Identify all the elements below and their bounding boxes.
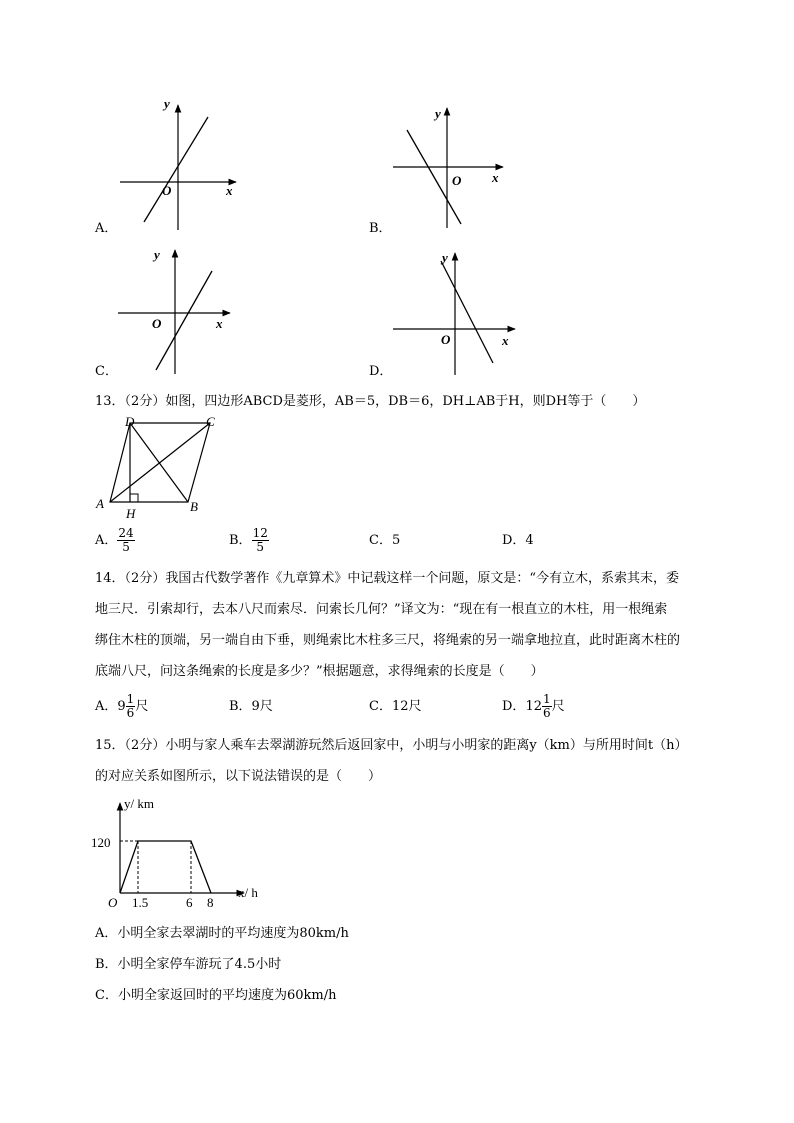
option-13-b: B． $\frac{12}{5}$ xyxy=(229,526,268,554)
option-14-a: A．9 $\frac{1}{6}$ 尺 xyxy=(95,692,149,720)
question-score: （2分） xyxy=(124,394,166,409)
vertex-label-C: C xyxy=(206,414,215,429)
graph-option-b xyxy=(385,100,525,240)
question-14-line-1: 14．（2分）我国古代数学著作《九章算术》中记载这样一个问题，原文是：“今有立木，系索其末，委 xyxy=(95,571,679,586)
vertex-label-D: D xyxy=(125,414,135,429)
option-c-label: C． xyxy=(95,364,118,379)
question-number: 15． xyxy=(95,738,125,753)
question-14-line-4: 底端八尺，问这条绳索的长度是多少？”根据题意，求得绳索的长度是（ ） xyxy=(95,664,544,679)
question-15-line-2: 的对应关系如图所示，以下说法错误的是（ ） xyxy=(95,769,382,784)
origin-label: O xyxy=(152,316,162,331)
origin-label: O xyxy=(162,183,172,198)
axis-label-y: y xyxy=(442,250,448,265)
option-15-b: B．小明全家停车游玩了4.5小时 xyxy=(95,957,282,972)
graph-option-a xyxy=(110,95,250,235)
axis-label-x: x xyxy=(502,333,509,348)
graph-x-tick-1.5: 1.5 xyxy=(132,895,149,910)
option-b-label: B． xyxy=(369,221,392,236)
question-number: 13． xyxy=(95,394,125,409)
option-15-c: C．小明全家返回时的平均速度为60km/h xyxy=(95,988,337,1003)
axis-label-y: y xyxy=(154,247,160,262)
option-d-label: D． xyxy=(369,364,393,379)
option-15-a: A．小明全家去翠湖时的平均速度为80km/h xyxy=(95,926,349,941)
question-text: 如图，四边形ABCD是菱形，AB＝5，DB＝6，DH⊥AB于H，则DH等于（ ） xyxy=(165,394,646,409)
option-13-a: A． $\frac{24}{5}$ xyxy=(95,526,134,554)
graph-x-label: x/ h xyxy=(238,885,258,900)
question-14-line-2: 地三尺．引索却行，去本八尺而索尽．问索长几何？”译文为：“现在有一根直立的木柱，用一根绳索 xyxy=(95,602,668,617)
vertex-label-B: B xyxy=(190,499,198,514)
axis-label-y: y xyxy=(164,96,170,111)
axis-label-y: y xyxy=(435,106,441,121)
question-15-line-1: 15．（2分）小明与家人乘车去翠湖游玩然后返回家中，小明与小明家的距离y（km）与所用时间t（h） xyxy=(95,738,688,753)
rhombus-figure xyxy=(92,414,232,524)
vertex-label-A: A xyxy=(96,496,104,511)
graph-y-label: y/ km xyxy=(124,796,154,811)
graph-x-tick-6: 6 xyxy=(186,895,193,910)
question-13-stem xyxy=(95,394,645,410)
graph-origin: O xyxy=(108,895,118,910)
vertex-label-H: H xyxy=(126,506,136,521)
option-a-label: A． xyxy=(95,221,118,236)
origin-label: O xyxy=(452,173,462,188)
option-14-c: C．12尺 xyxy=(369,699,422,714)
axis-label-x: x xyxy=(216,316,223,331)
graph-option-d xyxy=(385,245,525,385)
option-14-b: B．9尺 xyxy=(229,699,273,714)
graph-option-c xyxy=(110,242,250,382)
graph-y-tick-120: 120 xyxy=(91,835,111,850)
option-14-d: D．12 $\frac{1}{6}$ 尺 xyxy=(502,692,565,720)
distance-time-graph xyxy=(88,795,278,910)
option-13-d: D．4 xyxy=(502,533,534,548)
axis-label-x: x xyxy=(226,183,233,198)
graph-x-tick-8: 8 xyxy=(207,895,214,910)
axis-label-x: x xyxy=(492,170,499,185)
question-14-line-3: 绑住木柱的顶端，另一端自由下垂，则绳索比木柱多三尺，将绳索的另一端拿地拉直，此时距离木柱的 xyxy=(95,633,681,648)
question-score: （2分） xyxy=(124,571,166,586)
question-number: 14． xyxy=(95,571,125,586)
option-13-c: C．5 xyxy=(369,533,401,548)
origin-label: O xyxy=(441,332,451,347)
question-score: （2分） xyxy=(124,738,166,753)
